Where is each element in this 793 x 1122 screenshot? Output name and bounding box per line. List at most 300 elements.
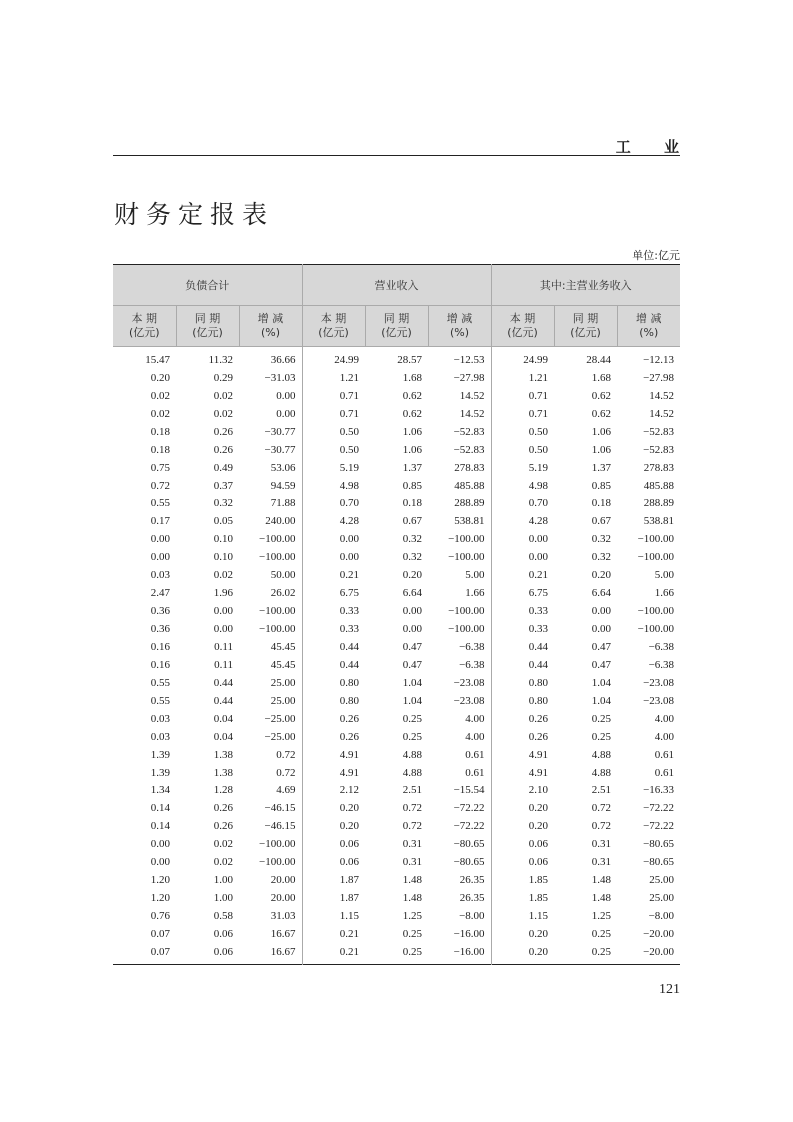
table-row (113, 405, 680, 423)
column-header-line2: (亿元) (192, 326, 223, 339)
table-row (113, 530, 680, 548)
table-cell: 0.62 (402, 389, 422, 402)
table-cell: 5.00 (654, 569, 675, 582)
column-header-line2: (亿元) (128, 326, 160, 339)
table-cell: 11.32 (208, 353, 233, 366)
section-rule (113, 155, 680, 156)
table-cell: 0.55 (150, 694, 170, 707)
table-cell: −6.38 (648, 640, 675, 653)
table-cell: 1.25 (591, 910, 612, 923)
table-cell: 4.91 (528, 766, 549, 779)
table-cell: 25.00 (239, 692, 302, 710)
table-cell: 0.31 (402, 838, 422, 851)
table-cell: 0.67 (402, 515, 422, 528)
table-cell: 0.20 (150, 371, 170, 384)
table-cell: −12.53 (428, 347, 491, 369)
table-cell: 1.87 (339, 892, 359, 905)
table-cell: 0.33 (339, 605, 359, 618)
table-cell: −52.83 (428, 423, 491, 441)
table-cell: 0.67 (591, 515, 612, 528)
table-cell: 0.00 (150, 838, 170, 851)
table-cell: 1.20 (150, 892, 170, 905)
table-cell: 1.21 (339, 371, 359, 384)
table-cell: 0.85 (591, 479, 612, 492)
table-cell: 0.20 (339, 820, 359, 833)
table-cell: 0.26 (528, 712, 549, 725)
table-cell: 1.28 (213, 784, 233, 797)
column-header (113, 306, 176, 347)
table-cell: 0.33 (339, 623, 359, 636)
table-cell: 0.25 (591, 730, 612, 743)
table-cell: 1.20 (150, 874, 170, 887)
table-cell: 20.00 (239, 889, 302, 907)
table-row (113, 566, 680, 584)
table-cell: 0.61 (428, 764, 491, 782)
table-cell: 0.55 (150, 676, 170, 689)
column-header (554, 306, 617, 347)
table-cell: 24.99 (334, 353, 359, 366)
table-cell: 278.83 (428, 459, 491, 477)
table-cell: 28.57 (397, 353, 422, 366)
table-cell: 0.14 (150, 820, 170, 833)
table-cell: −27.98 (428, 369, 491, 387)
table-cell: 26.35 (428, 889, 491, 907)
table-cell: 0.00 (528, 551, 549, 564)
table-cell: 0.06 (213, 945, 233, 958)
table-body (113, 347, 680, 965)
table-cell: 1.21 (528, 371, 549, 384)
table-cell: 1.85 (528, 874, 549, 887)
table-cell: 2.51 (591, 784, 612, 797)
table-cell: 1.25 (402, 910, 422, 923)
table-cell: −8.00 (428, 907, 491, 925)
table-cell: 4.88 (591, 748, 612, 761)
table-cell: 4.91 (339, 766, 359, 779)
table-cell: 0.44 (213, 694, 233, 707)
table-cell: 1.15 (528, 910, 549, 923)
table-row (113, 907, 680, 925)
table-cell: 4.00 (654, 712, 675, 725)
table-cell: 0.02 (213, 389, 233, 402)
table-row (113, 943, 680, 964)
table-cell: 0.11 (214, 658, 233, 671)
table-cell: 1.37 (591, 461, 612, 474)
table-cell: −27.98 (643, 371, 675, 384)
table-cell: −100.00 (239, 620, 302, 638)
page-title: 财务定报表 (114, 200, 275, 229)
table-cell: 24.99 (523, 353, 549, 366)
table-cell: 1.04 (402, 694, 422, 707)
table-cell: 0.26 (339, 712, 359, 725)
table-cell: 538.81 (643, 515, 675, 528)
table-cell: 1.04 (402, 676, 422, 689)
table-cell: −25.00 (239, 710, 302, 728)
section-label: 工 业 (615, 138, 693, 156)
table-cell: 0.20 (591, 569, 612, 582)
table-cell: 0.20 (339, 802, 359, 815)
table-row (113, 674, 680, 692)
table-cell: −46.15 (239, 817, 302, 835)
table-cell: 1.48 (402, 892, 422, 905)
table-cell: −72.22 (643, 802, 675, 815)
table-cell: −30.77 (239, 423, 302, 441)
table-cell: 0.21 (528, 569, 549, 582)
table-cell: −100.00 (637, 533, 675, 546)
table-cell: −72.22 (428, 817, 491, 835)
table-cell: 1.06 (402, 443, 422, 456)
table-cell: 4.98 (339, 479, 359, 492)
table-cell: 0.00 (213, 605, 233, 618)
table-cell: 0.61 (654, 766, 675, 779)
table-cell: 0.00 (150, 551, 170, 564)
table-cell: 0.17 (150, 515, 170, 528)
table-cell: 0.21 (339, 945, 359, 958)
table-cell: 0.71 (528, 407, 549, 420)
table-cell: 0.05 (213, 515, 233, 528)
table-cell: −52.83 (643, 443, 675, 456)
table-cell: 0.71 (339, 389, 359, 402)
table-cell: 16.67 (239, 925, 302, 943)
table-cell: 1.68 (402, 371, 422, 384)
table-cell: 240.00 (239, 512, 302, 530)
table-cell: 4.00 (654, 730, 675, 743)
table-cell: 1.66 (428, 584, 491, 602)
table-cell: 0.31 (591, 838, 612, 851)
table-cell: 1.87 (339, 874, 359, 887)
unit-label: 单位:亿元 (632, 249, 680, 262)
table-cell: −16.33 (643, 784, 675, 797)
table-row (113, 835, 680, 853)
table-row (113, 889, 680, 907)
table-cell: 45.45 (239, 656, 302, 674)
table-cell: 6.64 (402, 587, 422, 600)
table-row (113, 728, 680, 746)
table-cell: 16.67 (239, 943, 302, 964)
table-cell: 288.89 (428, 495, 491, 513)
table-cell: 45.45 (239, 638, 302, 656)
table-cell: 0.00 (402, 605, 422, 618)
table-cell: 6.75 (339, 587, 359, 600)
table-cell: 0.26 (528, 730, 549, 743)
table-cell: 14.52 (428, 405, 491, 423)
column-header-line2: (%) (449, 326, 470, 339)
table-cell: 0.18 (591, 497, 612, 510)
financial-table (113, 264, 680, 965)
table-cell: 0.33 (528, 623, 549, 636)
table-cell: 71.88 (239, 495, 302, 513)
group-header: 营业收入 (302, 265, 491, 306)
table-cell: 0.61 (654, 748, 675, 761)
table-cell: 14.52 (649, 407, 675, 420)
table-cell: 0.72 (402, 802, 422, 815)
table-row (113, 871, 680, 889)
table-row (113, 782, 680, 800)
table-cell: 6.75 (528, 587, 549, 600)
table-cell: 25.00 (649, 874, 675, 887)
table-cell: 0.47 (402, 658, 422, 671)
page-number: 121 (659, 982, 680, 997)
table-cell: 1.39 (150, 766, 170, 779)
table-cell: 0.26 (213, 443, 233, 456)
column-header-line2: (亿元) (381, 326, 412, 339)
table-row (113, 423, 680, 441)
table-cell: 0.00 (591, 605, 612, 618)
table-cell: 0.85 (402, 479, 422, 492)
column-header-line1: 增 减 (257, 312, 284, 325)
table-cell: −52.83 (428, 441, 491, 459)
table-cell: 0.00 (528, 533, 549, 546)
table-cell: 0.04 (213, 730, 233, 743)
table-cell: 1.06 (591, 425, 612, 438)
table-cell: 1.34 (150, 784, 170, 797)
column-header (302, 306, 365, 347)
table-cell: 0.20 (528, 820, 549, 833)
table-cell: 0.18 (150, 443, 170, 456)
table-cell: 0.03 (150, 712, 170, 725)
table-cell: −100.00 (637, 623, 675, 636)
table-row (113, 512, 680, 530)
table-cell: −100.00 (637, 551, 675, 564)
table-cell: −23.08 (643, 694, 675, 707)
table-cell: 0.36 (150, 605, 170, 618)
table-cell: 4.91 (528, 748, 549, 761)
table-cell: 0.33 (528, 605, 549, 618)
table-row (113, 602, 680, 620)
table-cell: −72.22 (428, 799, 491, 817)
table-cell: 1.37 (402, 461, 422, 474)
table-cell: 0.72 (591, 820, 612, 833)
table-cell: 0.55 (150, 497, 170, 510)
table-row (113, 638, 680, 656)
table-cell: 0.18 (150, 425, 170, 438)
table-cell: 1.48 (591, 892, 612, 905)
table-cell: 0.58 (213, 910, 233, 923)
table-cell: 0.00 (239, 387, 302, 405)
table-cell: 0.06 (339, 838, 359, 851)
table-cell: 20.00 (239, 871, 302, 889)
table-cell: −100.00 (239, 548, 302, 566)
table-cell: 0.03 (150, 730, 170, 743)
table-cell: 2.10 (528, 784, 549, 797)
table-row (113, 853, 680, 871)
table-cell: 0.02 (150, 407, 170, 420)
column-header (365, 306, 428, 347)
table-cell: −6.38 (648, 658, 675, 671)
table-cell: 6.64 (591, 587, 612, 600)
table-cell: 4.88 (402, 766, 422, 779)
table-cell: 14.52 (428, 387, 491, 405)
table-cell: −12.13 (643, 353, 675, 366)
table-cell: −100.00 (637, 605, 675, 618)
table-cell: 0.62 (591, 389, 612, 402)
table-cell: 278.83 (643, 461, 675, 474)
column-header (617, 306, 680, 347)
table-cell: 1.00 (213, 892, 233, 905)
table-cell: 0.44 (528, 658, 549, 671)
table-cell: 0.76 (150, 910, 170, 923)
column-header-line1: 同 期 (194, 312, 221, 325)
table-cell: 0.02 (150, 389, 170, 402)
table-cell: −80.65 (428, 835, 491, 853)
table-cell: 0.47 (402, 640, 422, 653)
table-row (113, 925, 680, 943)
table-cell: 0.07 (150, 927, 170, 940)
table-cell: −100.00 (428, 548, 491, 566)
table-cell: 0.70 (339, 497, 359, 510)
table-cell: 0.50 (339, 443, 359, 456)
table-cell: 2.47 (150, 587, 170, 600)
table-cell: 0.80 (528, 694, 549, 707)
table-cell: 0.25 (402, 730, 422, 743)
table-cell: 1.04 (591, 676, 612, 689)
column-header-line2: (亿元) (318, 326, 349, 339)
table-cell: 0.32 (402, 533, 422, 546)
table-cell: 0.26 (339, 730, 359, 743)
table-cell: 0.00 (213, 623, 233, 636)
table-cell: 0.07 (150, 945, 170, 958)
table-cell: 485.88 (643, 479, 675, 492)
table-cell: 0.47 (591, 640, 612, 653)
table-cell: −80.65 (643, 856, 675, 869)
table-cell: 0.80 (339, 694, 359, 707)
table-row (113, 620, 680, 638)
table-cell: 0.44 (339, 640, 359, 653)
table-cell: 0.02 (213, 838, 233, 851)
table-cell: −100.00 (239, 853, 302, 871)
table-row (113, 817, 680, 835)
table-cell: 0.25 (402, 945, 422, 958)
table-row (113, 746, 680, 764)
table-cell: 0.00 (150, 856, 170, 869)
table-cell: 28.44 (586, 353, 612, 366)
table-cell: 1.68 (591, 371, 612, 384)
table-row (113, 369, 680, 387)
table-cell: 1.96 (213, 587, 233, 600)
table-cell: −31.03 (239, 369, 302, 387)
table-cell: 0.47 (591, 658, 612, 671)
table-cell: 0.72 (591, 802, 612, 815)
table-cell: 94.59 (239, 477, 302, 495)
table-cell: −16.00 (428, 943, 491, 964)
table-row (113, 548, 680, 566)
table-cell: 0.25 (591, 712, 612, 725)
table-cell: 0.18 (402, 497, 422, 510)
table-row (113, 495, 680, 513)
table-cell: 0.72 (402, 820, 422, 833)
table-cell: 0.25 (402, 927, 422, 940)
table-cell: −20.00 (643, 927, 675, 940)
table-cell: 0.00 (150, 533, 170, 546)
table-cell: 288.89 (643, 497, 675, 510)
table-cell: 485.88 (428, 477, 491, 495)
table-cell: 25.00 (649, 892, 675, 905)
table-cell: −52.83 (643, 425, 675, 438)
table-cell: 53.06 (239, 459, 302, 477)
table-cell: 0.25 (402, 712, 422, 725)
table-cell: 0.16 (150, 658, 170, 671)
table-cell: 0.44 (213, 676, 233, 689)
table-cell: 1.85 (528, 892, 549, 905)
table-cell: −46.15 (239, 799, 302, 817)
table-cell: 4.69 (239, 782, 302, 800)
table-cell: 0.71 (528, 389, 549, 402)
table-row (113, 477, 680, 495)
table-cell: −100.00 (428, 602, 491, 620)
column-header (491, 306, 554, 347)
table-cell: 0.00 (239, 405, 302, 423)
table-cell: 1.06 (591, 443, 612, 456)
table-cell: 0.00 (339, 533, 359, 546)
table-cell: −100.00 (428, 620, 491, 638)
table-cell: 4.88 (402, 748, 422, 761)
column-header-line1: 同 期 (383, 312, 410, 325)
table-cell: 1.00 (213, 874, 233, 887)
table-cell: 0.20 (528, 927, 549, 940)
table-cell: 0.06 (528, 838, 549, 851)
table-cell: −100.00 (428, 530, 491, 548)
table-cell: 0.02 (213, 856, 233, 869)
table-cell: 1.39 (150, 748, 170, 761)
table-cell: 0.21 (339, 927, 359, 940)
table-cell: 0.44 (528, 640, 549, 653)
table-cell: 0.32 (213, 497, 233, 510)
table-cell: 0.00 (402, 623, 422, 636)
table-cell: 0.75 (150, 461, 170, 474)
table-cell: 0.62 (591, 407, 612, 420)
column-header (428, 306, 491, 347)
table-cell: 0.20 (528, 802, 549, 815)
table-cell: −80.65 (643, 838, 675, 851)
table-cell: 0.32 (591, 551, 612, 564)
table-cell: 50.00 (239, 566, 302, 584)
column-header-line2: (%) (639, 326, 659, 339)
table-cell: 0.06 (213, 927, 233, 940)
table-cell: 1.15 (339, 910, 359, 923)
table-cell: 0.26 (213, 820, 233, 833)
table-cell: 0.25 (591, 945, 612, 958)
table-cell: 0.16 (150, 640, 170, 653)
table-cell: 4.88 (591, 766, 612, 779)
table-cell: 4.28 (339, 515, 359, 528)
column-header-line1: 本 期 (320, 312, 347, 325)
table-cell: 1.04 (591, 694, 612, 707)
table-cell: 0.71 (339, 407, 359, 420)
group-header-row (113, 265, 680, 306)
table-cell: 0.62 (402, 407, 422, 420)
table-cell: 26.02 (239, 584, 302, 602)
table-cell: 0.06 (528, 856, 549, 869)
table-cell: 0.29 (213, 371, 233, 384)
table-cell: 0.26 (213, 802, 233, 815)
table-cell: 0.80 (528, 676, 549, 689)
table-cell: 0.06 (339, 856, 359, 869)
table-row (113, 799, 680, 817)
table-cell: 5.19 (528, 461, 549, 474)
table-cell: 36.66 (239, 347, 302, 369)
column-header-line1: 本 期 (509, 312, 536, 325)
column-header-line1: 增 减 (446, 312, 473, 325)
table-cell: 0.02 (213, 407, 233, 420)
table-cell: 0.61 (428, 746, 491, 764)
table-cell: 0.00 (339, 551, 359, 564)
table-cell: −23.08 (428, 674, 491, 692)
table-cell: 0.02 (213, 569, 233, 582)
column-header-line2: (亿元) (507, 326, 538, 339)
table-cell: 4.98 (528, 479, 549, 492)
group-header: 其中:主营业务收入 (491, 265, 680, 306)
table-cell: −6.38 (428, 656, 491, 674)
table-cell: 5.19 (339, 461, 359, 474)
